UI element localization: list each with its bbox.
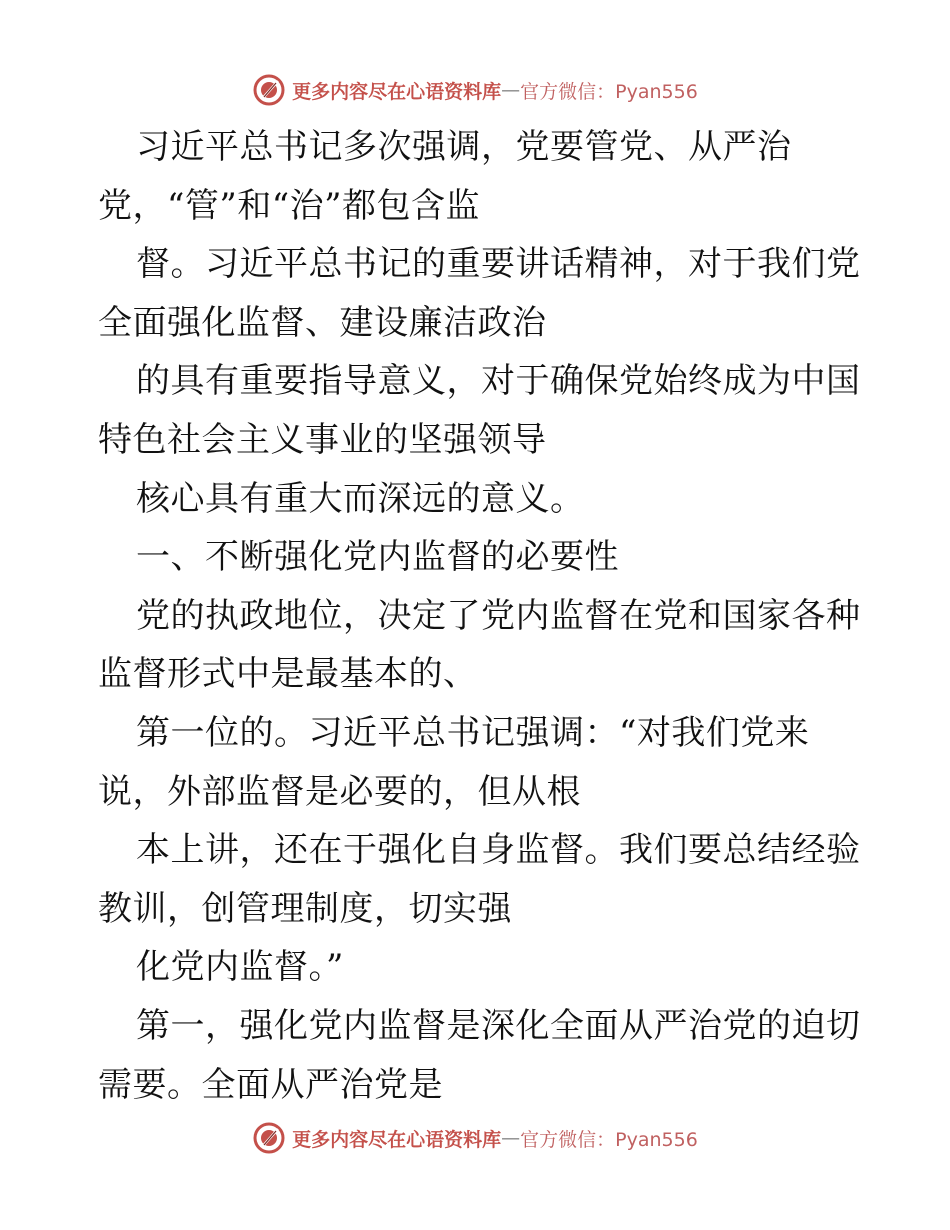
text-line: 化党内监督。” <box>136 947 344 988</box>
watermark-sub-text: 官方微信：Pyan556 <box>520 80 698 103</box>
section-heading: 一、不断强化党内监督的必要性 <box>136 537 619 578</box>
text-line: 党，“管”和“治”都包含监 <box>98 185 481 226</box>
text-line: 习近平总书记多次强调，党要管党、从严治 <box>136 127 792 167</box>
text-line: 监督形式中是最基本的、 <box>98 654 478 695</box>
text-line: 全面强化监督、建设廉洁政治 <box>98 302 547 343</box>
text-line: 教训，创管理制度，切实强 <box>98 888 512 929</box>
text-line: 本上讲，还在于强化自身监督。我们要总结经验 <box>136 830 861 871</box>
document-body <box>98 118 861 1114</box>
text-line: 特色社会主义事业的坚强领导 <box>98 419 547 460</box>
watermark-sub-text: 官方微信：Pyan556 <box>520 1128 698 1151</box>
text-line: 督。习近平总书记的重要讲话精神，对于我们党 <box>136 244 861 285</box>
text-line: 党的执政地位，决定了党内监督在党和国家各种 <box>136 595 861 636</box>
seal-logo-icon <box>252 73 286 107</box>
text-line: 第一，强化党内监督是深化全面从严治党的迫切 <box>136 1005 861 1046</box>
header-watermark <box>0 70 950 110</box>
text-line: 核心具有重大而深远的意义。 <box>136 478 585 519</box>
watermark-separator: — <box>501 1127 521 1149</box>
seal-logo-icon <box>252 1121 286 1155</box>
text-line: 说，外部监督是必要的，但从根 <box>98 771 581 812</box>
watermark-main-text: 更多内容尽在心语资料库 <box>292 1128 502 1151</box>
text-line: 第一位的。习近平总书记强调：“对我们党来 <box>136 712 810 753</box>
watermark-separator: — <box>501 79 521 101</box>
text-line: 需要。全面从严治党是 <box>98 1064 443 1105</box>
text-line: 的具有重要指导意义，对于确保党始终成为中国 <box>136 361 861 402</box>
watermark-main-text: 更多内容尽在心语资料库 <box>292 80 502 103</box>
footer-watermark <box>0 1118 950 1158</box>
